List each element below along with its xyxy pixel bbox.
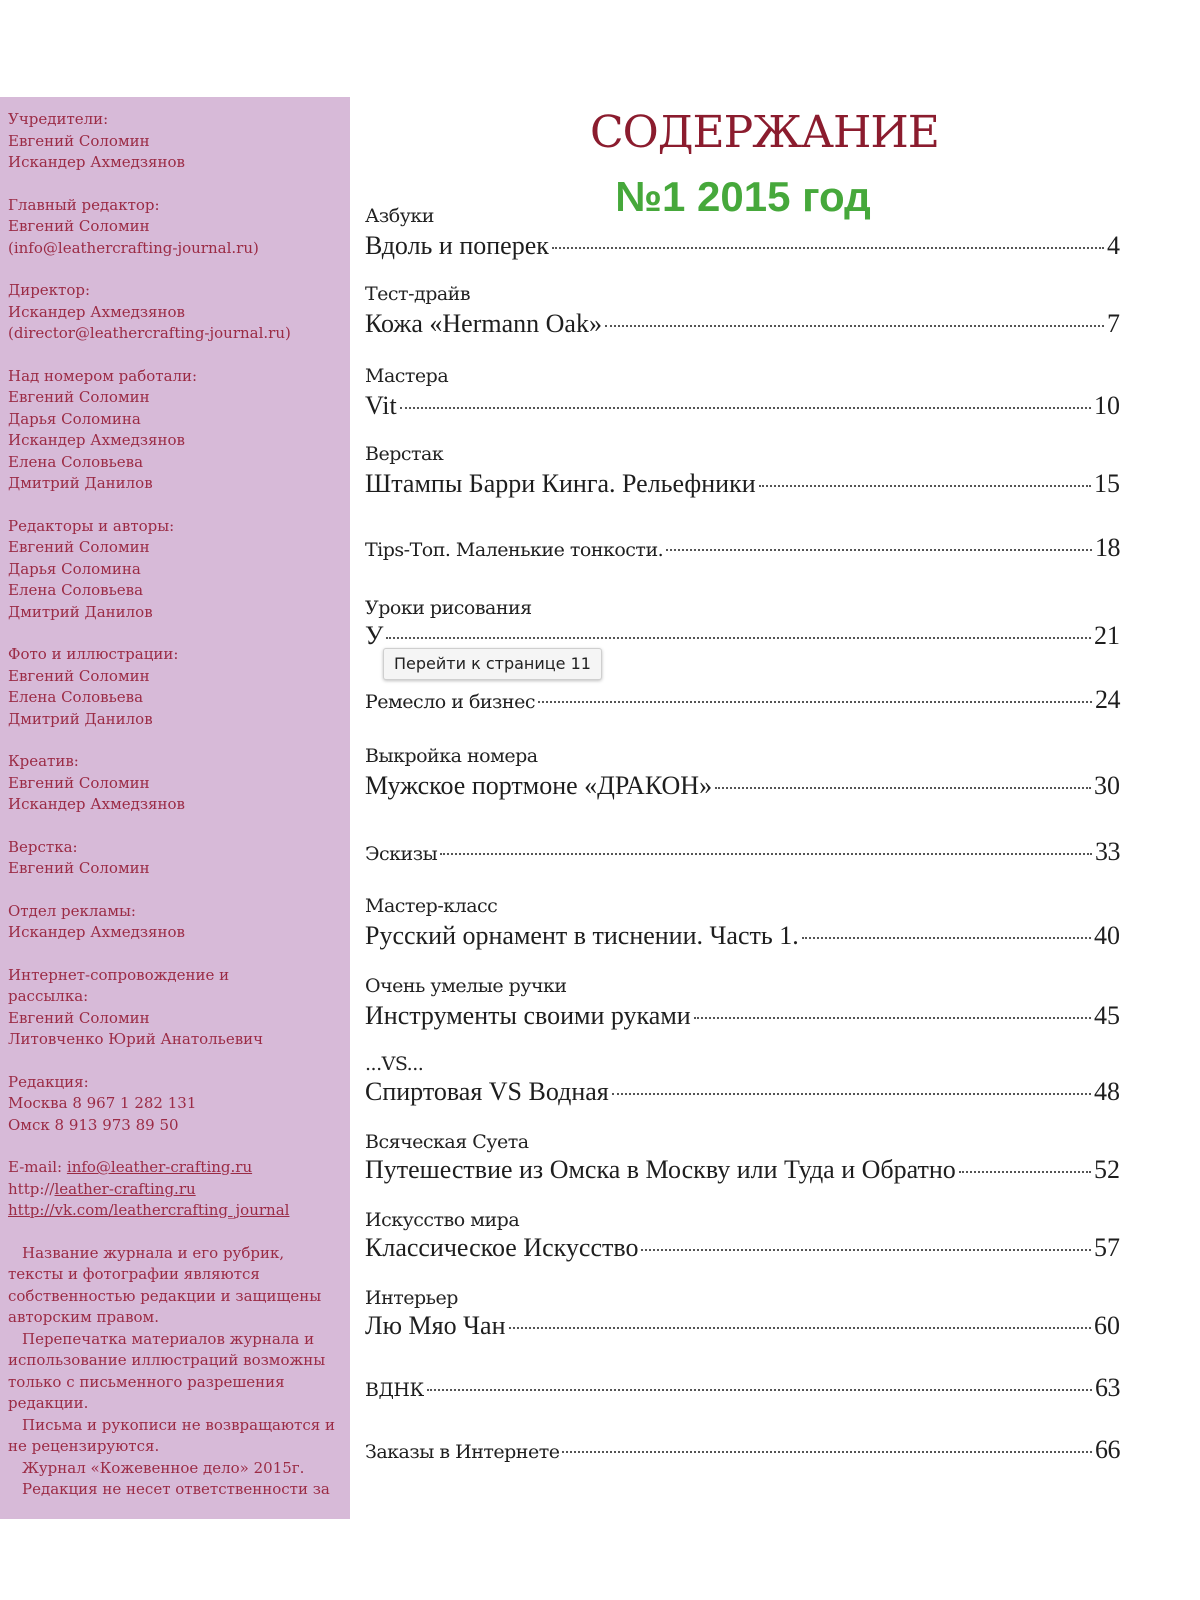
masthead-line: Дмитрий Данилов [8,602,153,621]
masthead-line: (director@leathercrafting-journal.ru) [8,324,291,342]
toc-entry-title: Мужское портмоне «ДРАКОН» [365,771,713,800]
toc-leader-dots [538,701,1092,703]
masthead-group [8,109,340,174]
toc-page-number: 10 [1094,391,1120,420]
masthead-line: Елена Соловьева [8,452,144,471]
masthead-heading: Фото и иллюстрации: [8,645,179,663]
masthead-group [8,751,340,816]
masthead-line: Москва 8 967 1 282 131 [8,1094,197,1112]
toc-leader-dots [715,787,1091,789]
toc-category: ...VS... [365,1053,424,1075]
toc-leader-dots [552,247,1104,249]
masthead-line: Евгений Соломин [8,666,150,685]
masthead-heading: Редакторы и авторы: [8,516,175,535]
toc-entry-title: Tips-Топ. Маленькие тонкости. [365,539,664,561]
toc-category: Искусство мира [365,1209,520,1231]
toc-entry[interactable] [365,1311,1120,1341]
toc-entry[interactable] [365,837,1120,867]
legal-paragraph: Перепечатка материалов журнала и использование иллюстраций возможны только с письменного разрешения редакции. [8,1329,326,1412]
toc-page-number: 24 [1095,685,1120,714]
toc-entry-title: Эскизы [365,843,438,865]
masthead-line: Искандер Ахмедзянов [8,795,185,813]
masthead-group [8,965,340,1051]
toc-page-number: 57 [1094,1233,1120,1262]
toc-entry[interactable] [365,231,1120,261]
toc-page-number: 66 [1095,1435,1120,1464]
masthead-line: Дмитрий Данилов [8,709,153,728]
masthead-heading: Редакция: [8,1072,89,1091]
toc-page-number: 33 [1095,837,1120,866]
masthead-line: Литовченко Юрий Анатольевич [8,1030,264,1048]
toc-entry[interactable] [365,1233,1120,1263]
toc-entry-title: Кожа «Hermann Oak» [365,309,602,338]
page-link-tooltip: Перейти к странице 11 [383,648,602,680]
toc-category: Азбуки [365,205,434,227]
toc-entry[interactable] [365,771,1120,801]
toc-leader-dots [440,853,1092,855]
masthead-heading: Над номером работали: [8,366,198,385]
toc-page-number: 15 [1094,469,1120,498]
toc-entry-title: Штампы Барри Кинга. Рельефники [365,469,756,498]
masthead-heading: Интернет-сопровождение и [8,965,230,984]
toc-page-number: 45 [1094,1001,1120,1030]
toc-page-number: 30 [1094,771,1120,800]
masthead-group [8,837,340,880]
masthead-line: рассылка: [8,987,89,1005]
toc-entry-title: Ремесло и бизнес [365,691,535,713]
toc-page-number: 40 [1094,921,1120,950]
toc-page-number: 18 [1095,533,1120,562]
vk-link[interactable]: http://vk.com/leathercrafting_journal [8,1201,290,1219]
toc-entry[interactable] [365,621,1120,651]
toc-leader-dots [666,549,1092,551]
toc-leader-dots [427,1389,1092,1391]
site-line [8,1179,340,1201]
toc-entry-title: Спиртовая VS Водная [365,1077,609,1106]
toc-leader-dots [400,407,1091,409]
masthead-line: Евгений Соломин [8,131,150,150]
masthead-line: Евгений Соломин [8,773,150,792]
toc-entry-title: Путешествие из Омска в Москву или Туда и Обратно [365,1155,956,1184]
masthead-group [8,644,340,730]
masthead-group [8,516,340,624]
masthead-line: Евгений Соломин [8,388,150,406]
toc-entry[interactable] [365,685,1120,715]
toc-page-number: 7 [1107,309,1120,338]
masthead-line: Дарья Соломина [8,409,141,428]
masthead-line: Евгений Соломин [8,217,150,235]
email-line [8,1157,340,1179]
toc-entry-title: Русский орнамент в тиснении. Часть 1. [365,921,799,950]
site-prefix: http:// [8,1179,55,1198]
toc-leader-dots [612,1093,1091,1095]
masthead-heading: Учредители: [8,110,109,128]
masthead-heading: Директор: [8,281,91,299]
email-link[interactable]: info@leather-crafting.ru [66,1158,253,1176]
masthead-line: Искандер Ахмедзянов [8,302,185,321]
masthead-line: Евгений Соломин [8,1008,150,1027]
masthead-line: Искандер Ахмедзянов [8,431,185,449]
toc-entry-title: Вдоль и поперек [365,231,549,260]
legal-paragraph: Журнал «Кожевенное дело» 2015г. [22,1458,305,1477]
toc-category: Мастера [365,365,449,387]
toc-leader-dots [694,1017,1091,1019]
email-label: E-mail: [8,1158,67,1176]
toc-entry[interactable] [365,533,1120,563]
toc-entry-title: Заказы в Интернете [365,1441,560,1463]
masthead-heading: Креатив: [8,752,79,770]
masthead-heading: Отдел рекламы: [8,901,136,920]
toc-leader-dots [509,1327,1092,1329]
toc-category: Верстак [365,443,444,465]
masthead-line: Искандер Ахмедзянов [8,923,185,941]
toc-entry-title: Классическое Искусство [365,1233,639,1262]
masthead-line: Елена Соловьева [8,688,144,706]
masthead-group [8,195,340,260]
toc-leader-dots [759,485,1091,487]
toc-category: Мастер-класс [365,895,498,917]
toc-entry-title: Инструменты своими руками [365,1001,691,1030]
toc-entry[interactable] [365,1155,1120,1185]
masthead-line: Евгений Соломин [8,859,150,877]
toc-category: Очень умелые ручки [365,975,567,997]
issue-label: №1 2015 год [615,173,871,220]
masthead-line: Елена Соловьева [8,581,144,599]
toc-page-number: 63 [1095,1373,1120,1402]
masthead-heading: Главный редактор: [8,195,160,214]
toc-page-number: 60 [1094,1311,1120,1340]
masthead-line: Дарья Соломина [8,559,141,578]
toc-entry[interactable] [365,469,1120,499]
masthead-line: Дмитрий Данилов [8,474,153,492]
masthead-line: Омск 8 913 973 89 50 [8,1115,179,1134]
site-link[interactable]: leather-crafting.ru [54,1179,196,1198]
page-title: СОДЕРЖАНИЕ [590,107,939,158]
masthead-group [8,1072,340,1137]
contacts-group [8,1157,340,1222]
toc-leader-dots [605,325,1104,327]
toc-category: Интерьер [365,1287,458,1309]
masthead-group [8,280,340,345]
toc-page-number: 52 [1094,1155,1120,1184]
toc-entry-title: Лю Мяо Чан [365,1311,506,1340]
legal-paragraph: Редакция не несет ответственности за [22,1480,330,1498]
toc-leader-dots [641,1249,1091,1251]
toc-category: Всяческая Суета [365,1131,529,1153]
legal-paragraph: Название журнала и его рубрик, тексты и фотографии являются собственностью редакции и защищены авторским правом. [8,1243,322,1326]
masthead-sidebar [0,97,350,1519]
toc-category: Выкройка номера [365,745,538,767]
toc-entry[interactable] [365,921,1120,951]
masthead-heading: Верстка: [8,837,78,856]
toc-leader-dots [959,1171,1091,1173]
toc-entry[interactable] [365,1001,1120,1031]
masthead-group [8,366,340,495]
legal-notice [8,1243,340,1501]
toc-entry[interactable] [365,391,1120,421]
toc-entry[interactable] [365,1077,1120,1107]
masthead-line: Искандер Ахмедзянов [8,153,185,171]
toc-leader-dots [386,637,1091,639]
toc-entry[interactable] [365,1435,1120,1465]
toc-leader-dots [802,937,1091,939]
toc-leader-dots [562,1451,1092,1453]
legal-paragraph: Письма и рукописи не возвращаются и не рецензируются. [8,1415,335,1455]
masthead-group [8,901,340,944]
toc-entry-title: У [365,621,384,650]
toc-entry-title: Vit [365,391,397,420]
toc-entry[interactable] [365,309,1120,339]
toc-page-number: 21 [1094,621,1120,650]
toc-page-number: 48 [1094,1077,1120,1106]
toc-category: Тест-драйв [365,283,471,305]
masthead-line: Евгений Соломин [8,538,150,556]
toc-entry-title: ВДНК [365,1379,424,1401]
masthead-line: (info@leathercrafting-journal.ru) [8,238,259,257]
toc-page-number: 4 [1107,231,1120,260]
toc-category: Уроки рисования [365,597,532,619]
toc-entry[interactable] [365,1373,1120,1403]
